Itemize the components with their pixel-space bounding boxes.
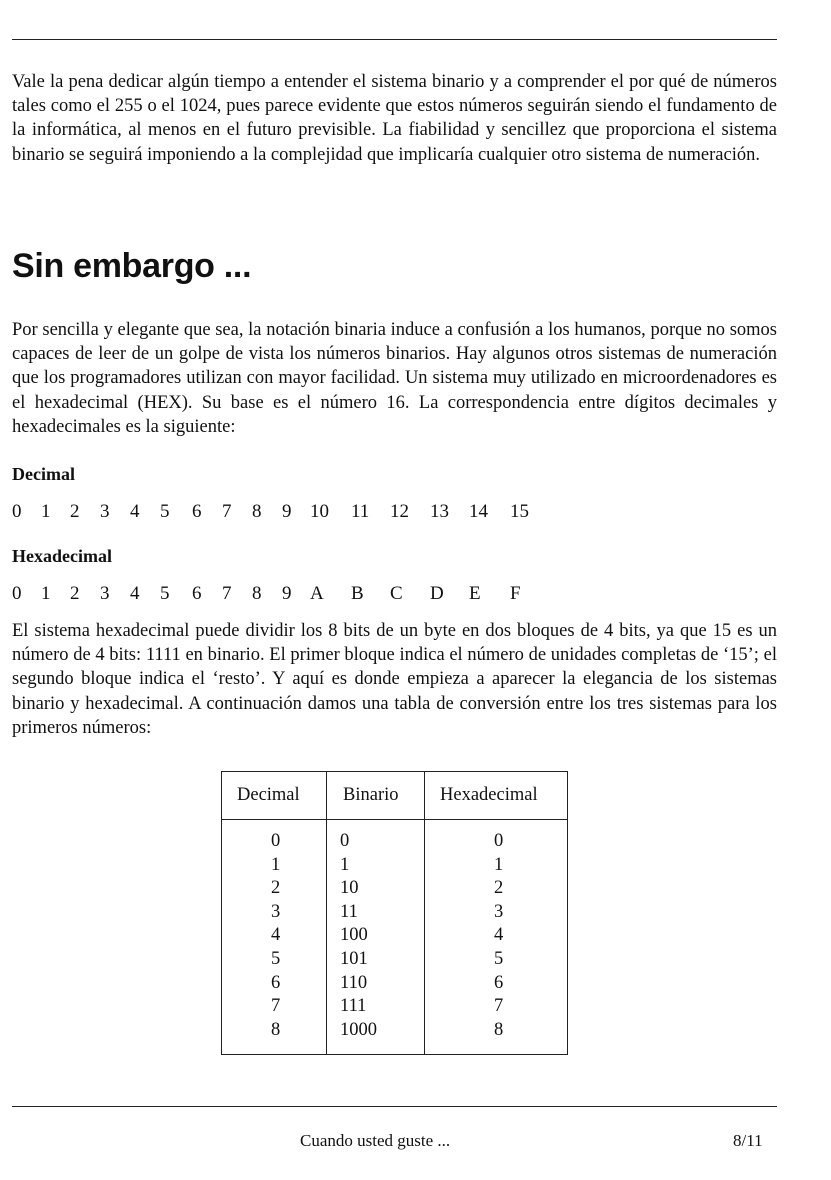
conversion-table [221, 771, 568, 1055]
binary-cell: 1000 [340, 1019, 377, 1040]
hexadecimal-label: Hexadecimal [12, 546, 112, 566]
decimal-cell: 7 [271, 996, 281, 1017]
hexadecimal-digit: 1 [41, 583, 51, 604]
hexadecimal-digit: 9 [282, 583, 292, 604]
column-header-binario: Binario [343, 785, 399, 805]
hexadecimal-digit: 3 [100, 583, 110, 604]
decimal-digit: 5 [160, 501, 170, 522]
explanation-paragraph: El sistema hexadecimal puede dividir los 8 bits de un byte en dos bloques de 4 bits, ya que 15 es un número de 4 bits: 1111 en binario. El primer bloque indica el número de unidades completas de ‘15’; el segundo bloque indica el ‘resto’. Y aquí es donde empieza a aparecer la elegancia de los sistemas binario y hexadecimal. A continuación damos una tabla de conversión entre los tres sistemas para los primeros números: [12, 621, 777, 738]
hex-cell: 3 [494, 901, 504, 922]
body-paragraph: Por sencilla y elegante que sea, la notación binaria induce a confusión a los humanos, porque no somos capaces de leer de un golpe de vista los números binarios. Hay algunos otros sistemas de numeración que los programadores utilizan con mayor facilidad. Un sistema muy utilizado en microordenadores es el hexadecimal (HEX). Su base es el número 16. La correspondencia entre dígitos decimales y hexadecimales es la siguiente: [12, 320, 777, 437]
column-header-hexadecimal: Hexadecimal [440, 785, 538, 805]
column-divider [424, 772, 425, 1054]
decimal-digit: 6 [192, 501, 202, 522]
hexadecimal-digit: 6 [192, 583, 202, 604]
decimal-cell: 1 [271, 854, 281, 875]
decimal-digit: 4 [130, 501, 140, 522]
hex-cell: 1 [494, 854, 504, 875]
hex-cell: 0 [494, 831, 504, 851]
column-divider [326, 772, 327, 1054]
footer-title: Cuando usted guste ... [300, 1131, 451, 1150]
intro-paragraph: Vale la pena dedicar algún tiempo a entender el sistema binario y a comprender el por qué de números tales como el 255 o el 1024, pues parece evidente que estos números seguirán siendo el fundamento de la informática, al menos en el futuro previsible. La fiabilidad y sencillez que proporciona el sistema binario se seguirá imponiendo a la complejidad que implicaría cualquier otro sistema de numeración. [12, 72, 777, 165]
hex-cell: 6 [494, 972, 504, 993]
decimal-digit: 0 [12, 501, 22, 522]
hexadecimal-digit: B [351, 583, 364, 604]
decimal-digit: 2 [70, 501, 80, 522]
section-heading: Sin embargo ... [12, 247, 252, 285]
decimal-digit: 15 [510, 501, 529, 522]
bottom-rule [12, 1106, 777, 1107]
decimal-cell: 2 [271, 878, 281, 899]
decimal-digit: 12 [390, 501, 409, 522]
hex-cell: 5 [494, 949, 504, 969]
hexadecimal-digit: 2 [70, 583, 80, 604]
decimal-digit: 9 [282, 501, 292, 522]
decimal-digit: 8 [252, 501, 262, 522]
column-header-decimal: Decimal [237, 785, 300, 805]
hex-cell: 7 [494, 996, 504, 1017]
decimal-cell: 3 [271, 901, 281, 922]
decimal-cell: 6 [271, 972, 281, 993]
hex-cell: 2 [494, 878, 504, 899]
decimal-digit: 13 [430, 501, 449, 522]
hexadecimal-digit: C [390, 583, 403, 604]
decimal-cell: 4 [271, 925, 281, 946]
binary-cell: 111 [340, 996, 367, 1017]
binary-cell: 10 [340, 878, 359, 899]
binary-cell: 110 [340, 972, 368, 993]
decimal-cell: 5 [271, 949, 281, 969]
decimal-cell: 0 [271, 831, 281, 851]
binary-cell: 11 [340, 901, 358, 922]
hexadecimal-digit: 4 [130, 583, 140, 604]
hexadecimal-digit: 7 [222, 583, 232, 604]
binary-cell: 100 [340, 925, 368, 946]
top-rule [12, 39, 777, 40]
decimal-digit: 10 [310, 501, 329, 522]
decimal-label: Decimal [12, 464, 75, 484]
page-number: 8/11 [733, 1131, 763, 1150]
hexadecimal-digit: 8 [252, 583, 262, 604]
hexadecimal-digit: 5 [160, 583, 170, 604]
decimal-digit: 14 [469, 501, 488, 522]
header-divider [222, 819, 567, 820]
hexadecimal-digit: E [469, 583, 481, 604]
hexadecimal-digit: 0 [12, 583, 22, 604]
decimal-digit: 7 [222, 501, 232, 522]
decimal-digit: 11 [351, 501, 370, 522]
hex-cell: 8 [494, 1019, 504, 1040]
hexadecimal-digit: F [510, 583, 521, 604]
binary-cell: 1 [340, 854, 350, 875]
decimal-cell: 8 [271, 1019, 281, 1040]
hexadecimal-digit: D [430, 583, 444, 604]
hexadecimal-digit: A [310, 583, 324, 604]
hex-cell: 4 [494, 925, 504, 946]
decimal-digit: 3 [100, 501, 110, 522]
binary-cell: 0 [340, 831, 350, 851]
binary-cell: 101 [340, 949, 368, 969]
decimal-digit: 1 [41, 501, 51, 522]
